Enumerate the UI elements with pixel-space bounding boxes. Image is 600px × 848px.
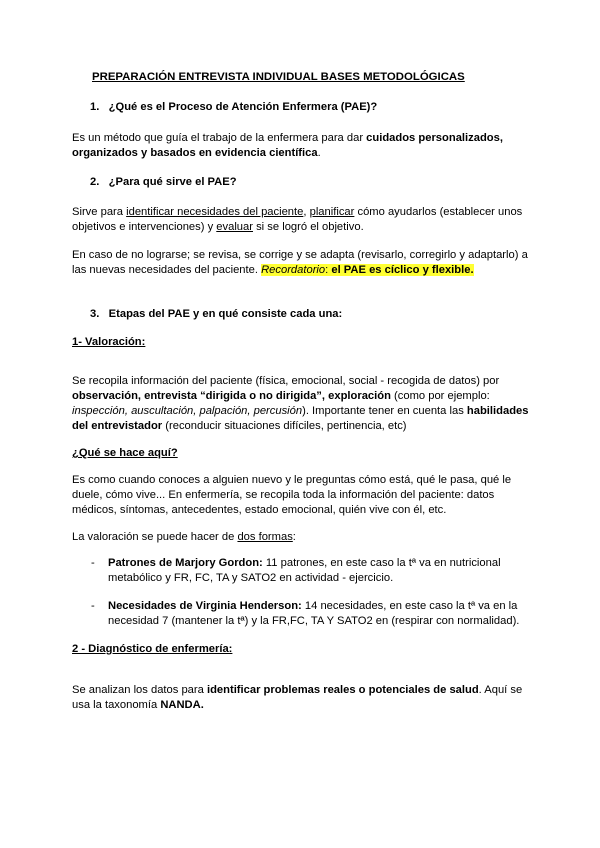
bullet-1-line-2: metabólico y FR, FC, TA y SATO2 en actividad - ejercicio.: [108, 572, 394, 584]
underlined-text: dos formas: [237, 531, 293, 543]
text: las nuevas necesidades del paciente.: [72, 264, 262, 276]
bullet-1-bold: Patrones de Marjory Gordon:: [108, 557, 263, 569]
answer-1-period: .: [317, 147, 321, 159]
text: ). Importante tener en cuenta las: [302, 405, 467, 417]
section-1-line-1: Se recopila información del paciente (física, emocional, social - recogida de datos) por: [72, 375, 500, 387]
bullet-2-line-2: necesidad 7 (mantener la tª) y la FR,FC, TA Y SATO2 en (respirar con normalidad).: [108, 615, 520, 627]
section-1-heading: 1- Valoración:: [72, 336, 146, 348]
bold-text: identificar problemas reales o potenciales de salud: [206, 684, 479, 696]
bold-text: observación, entrevista “dirigida o no dirigida”, exploración: [72, 390, 391, 402]
text: objetivos e intervenciones) y: [72, 221, 217, 233]
question-3-number: 3.: [90, 308, 100, 320]
answer-1-text: Es un método que guía el trabajo de la enfermera para dar: [72, 132, 367, 144]
bold-text: habilidades: [466, 405, 529, 417]
question-3-heading: [90, 307, 342, 321]
text: ,: [303, 206, 310, 218]
text: (como por ejemplo:: [390, 390, 490, 402]
answer-1-line-1: [72, 131, 503, 145]
bullet-dash: -: [91, 600, 95, 612]
text: Sirve para: [72, 206, 127, 218]
question-1-number: 1.: [90, 101, 100, 113]
text: :: [292, 531, 296, 543]
text: cómo ayudarlos (establecer unos: [354, 206, 523, 218]
answer-1-line-2: [72, 146, 321, 160]
italic-text: inspección, auscultación, palpación, percusión: [72, 405, 303, 417]
underlined-text: identificar necesidades del paciente: [126, 206, 304, 218]
answer-2-p2-line-1: En caso de no lograrse; se revisa, se corrige y se adapta (revisarlo, corregirlo y adaptarlo) a: [72, 249, 528, 261]
section-1-line-4: [72, 419, 407, 433]
subsection-line-2: duele, cómo vive... En enfermería, se recopila toda la información del paciente: datos: [72, 489, 495, 501]
subsection-line-3: médicos, síntomas, antecedentes, estado emocional, quién vive con él, etc.: [72, 504, 447, 516]
bullet-dash: -: [91, 557, 95, 569]
bullet-1-line-1: [108, 556, 501, 570]
forms-line: [72, 530, 296, 544]
question-1-text: ¿Qué es el Proceso de Atención Enfermera (PAE)?: [108, 101, 378, 113]
section-2-line-2: [72, 698, 204, 712]
answer-1-bold-2: organizados y basados en evidencia científica: [72, 147, 318, 159]
answer-2-p1-line-1: [72, 205, 522, 219]
bullet-2-text: 14 necesidades, en este caso la tª va en la: [301, 600, 518, 612]
answer-2-p2-line-2: [72, 263, 474, 277]
section-2-line-1: [72, 683, 522, 697]
subsection-heading: ¿Qué se hace aquí?: [72, 447, 178, 459]
question-3-text: Etapas del PAE y en qué consiste cada una:: [108, 308, 343, 320]
bold-text: NANDA.: [160, 699, 204, 711]
subsection-line-1: Es como cuando conoces a alguien nuevo y le preguntas cómo está, qué le pasa, qué le: [72, 474, 512, 486]
answer-2-p1-line-2: [72, 220, 364, 234]
question-2-text: ¿Para qué sirve el PAE?: [108, 176, 237, 188]
text: La valoración se puede hacer de: [72, 531, 238, 543]
question-2-heading: [90, 175, 237, 189]
highlighted-text: :: [325, 264, 332, 276]
bullet-2-bold: Necesidades de Virginia Henderson:: [108, 600, 302, 612]
text: Se analizan los datos para: [72, 684, 207, 696]
bold-text: del entrevistador: [72, 420, 163, 432]
section-2-heading: 2 - Diagnóstico de enfermería:: [72, 643, 233, 655]
highlighted-bold-text: el PAE es cíclico y flexible.: [331, 264, 474, 276]
text: . Aquí se: [478, 684, 523, 696]
answer-1-bold: cuidados personalizados,: [366, 132, 503, 144]
underlined-text: evaluar: [216, 221, 253, 233]
section-1-line-2: [72, 389, 490, 403]
bullet-1-text: 11 patrones, en este caso la tª va en nutricional: [262, 557, 501, 569]
text: si se logró el objetivo.: [252, 221, 364, 233]
question-2-number: 2.: [90, 176, 100, 188]
section-1-line-3: [72, 404, 528, 418]
highlighted-reminder: Recordatorio: [261, 264, 326, 276]
text: (reconducir situaciones difíciles, pertinencia, etc): [162, 420, 407, 432]
text: usa la taxonomía: [72, 699, 161, 711]
bullet-2-line-1: [108, 599, 517, 613]
underlined-text: planificar: [309, 206, 355, 218]
document-title: PREPARACIÓN ENTREVISTA INDIVIDUAL BASES METODOLÓGICAS: [92, 71, 465, 83]
question-1-heading: [90, 100, 377, 114]
